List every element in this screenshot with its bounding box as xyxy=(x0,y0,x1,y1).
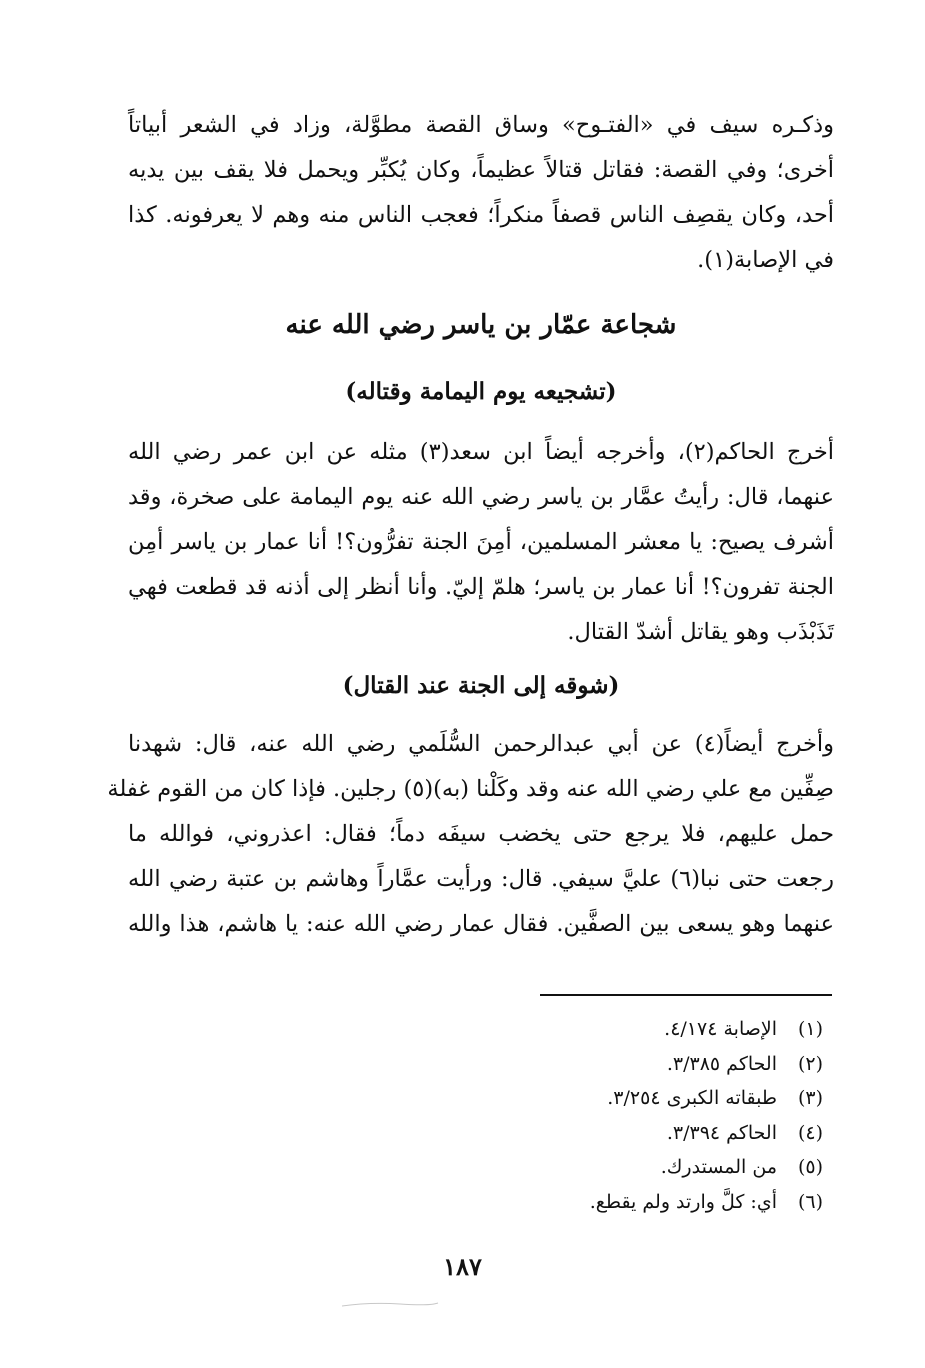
footnote-item xyxy=(403,1081,823,1116)
scan-smudge xyxy=(340,1300,440,1308)
footnote-divider xyxy=(540,994,832,996)
text-line: وذكـره سيف في «الفتـوح» وساق القصة مطوَّلة، وزاد في الشعر أبياتاً xyxy=(128,112,834,138)
footnote-item xyxy=(403,1012,823,1047)
footnote-text: أي: كلَّ وارتد ولم يقطع. xyxy=(589,1190,777,1213)
paragraph-2 xyxy=(128,430,834,655)
footnote-item xyxy=(403,1185,823,1220)
text-line: تَذَبْذَب وهو يقاتل أشدّ القتال. xyxy=(567,619,834,645)
text-line: أخرج الحاكم(٢)، وأخرجه أيضاً ابن سعد(٣) مثله عن ابن عمر رضي الله xyxy=(128,439,834,465)
footnote-item xyxy=(403,1116,823,1151)
text-line: عنهما، قال: رأيتُ عمَّار بن ياسر رضي الله عنه يوم اليمامة على صخرة، وقد xyxy=(128,484,834,510)
subsection-heading: (تشجيعه يوم اليمامة وقتاله) xyxy=(345,378,617,405)
footnote-text: الحاكم ٣/٣٨٥. xyxy=(666,1052,777,1075)
footnote-number: (٥) xyxy=(797,1156,823,1178)
text-line: عنهما وهو يسعى بين الصفَّين. فقال عمار رضي الله عنه: يا هاشم، هذا والله xyxy=(128,911,834,937)
text-line: صِفِّين مع علي رضي الله عنه وقد وكَلْنا (به)(٥) رجلين. فإذا كان من القوم غفلة xyxy=(107,776,834,802)
footnote-text: من المستدرك. xyxy=(660,1156,777,1178)
paragraph-1 xyxy=(128,103,834,283)
footnote-text: الحاكم ٣/٣٩٤. xyxy=(666,1121,777,1144)
footnote-item xyxy=(403,1150,823,1185)
text-line: رجعت حتى نبا(٦) عليَّ سيفي. قال: ورأيت عمَّاراً وهاشم بن عتبة رضي الله xyxy=(128,866,834,892)
page-number: ١٨٧ xyxy=(443,1252,482,1281)
paragraph-3 xyxy=(107,722,834,947)
footnote-number: (٤) xyxy=(797,1121,823,1144)
footnote-number: (٣) xyxy=(797,1087,823,1109)
footnote-number: (١) xyxy=(797,1018,823,1040)
text-line: وأخرج أيضاً(٤) عن أبي عبدالرحمن السُّلَمي رضي الله عنه، قال: شهدنا xyxy=(128,731,834,757)
text-line: حمل عليهم، فلا يرجع حتى يخضب سيفَه دماً؛ فقال: اعذروني، فوالله ما xyxy=(128,821,834,847)
footnote-number: (٦) xyxy=(797,1190,823,1213)
text-line: الجنة تفرون؟! أنا عمار بن ياسر؛ هلمّ إليّ. وأنا أنظر إلى أذنه قد قطعت فهي xyxy=(128,574,834,600)
footnote-item xyxy=(403,1047,823,1082)
footnote-text: الإصابة ٤/١٧٤. xyxy=(664,1018,777,1040)
subsection-heading: (شوقه إلى الجنة عند القتال) xyxy=(342,672,620,699)
text-line: أشرف يصيح: يا معشر المسلمين، أمِنَ الجنة تفرُّون؟! أنا عمار بن ياسر أمِن xyxy=(128,529,834,555)
footnote-text: طبقاته الكبرى ٣/٢٥٤. xyxy=(607,1087,777,1109)
footnote-number: (٢) xyxy=(797,1052,823,1075)
footnotes-list xyxy=(403,1012,823,1219)
section-heading: شجاعة عمّار بن ياسر رضي الله عنه xyxy=(285,310,677,340)
text-line: أخرى؛ وفي القصة: فقاتل قتالاً عظيماً، وكان يُكبِّر ويحمل فلا يقف بين يديه xyxy=(128,157,834,183)
text-line: أحد، وكان يقصِف الناس قصفاً منكراً؛ فعجب الناس منه وهم لا يعرفونه. كذا xyxy=(128,202,834,228)
text-line: في الإصابة(١). xyxy=(697,247,834,273)
